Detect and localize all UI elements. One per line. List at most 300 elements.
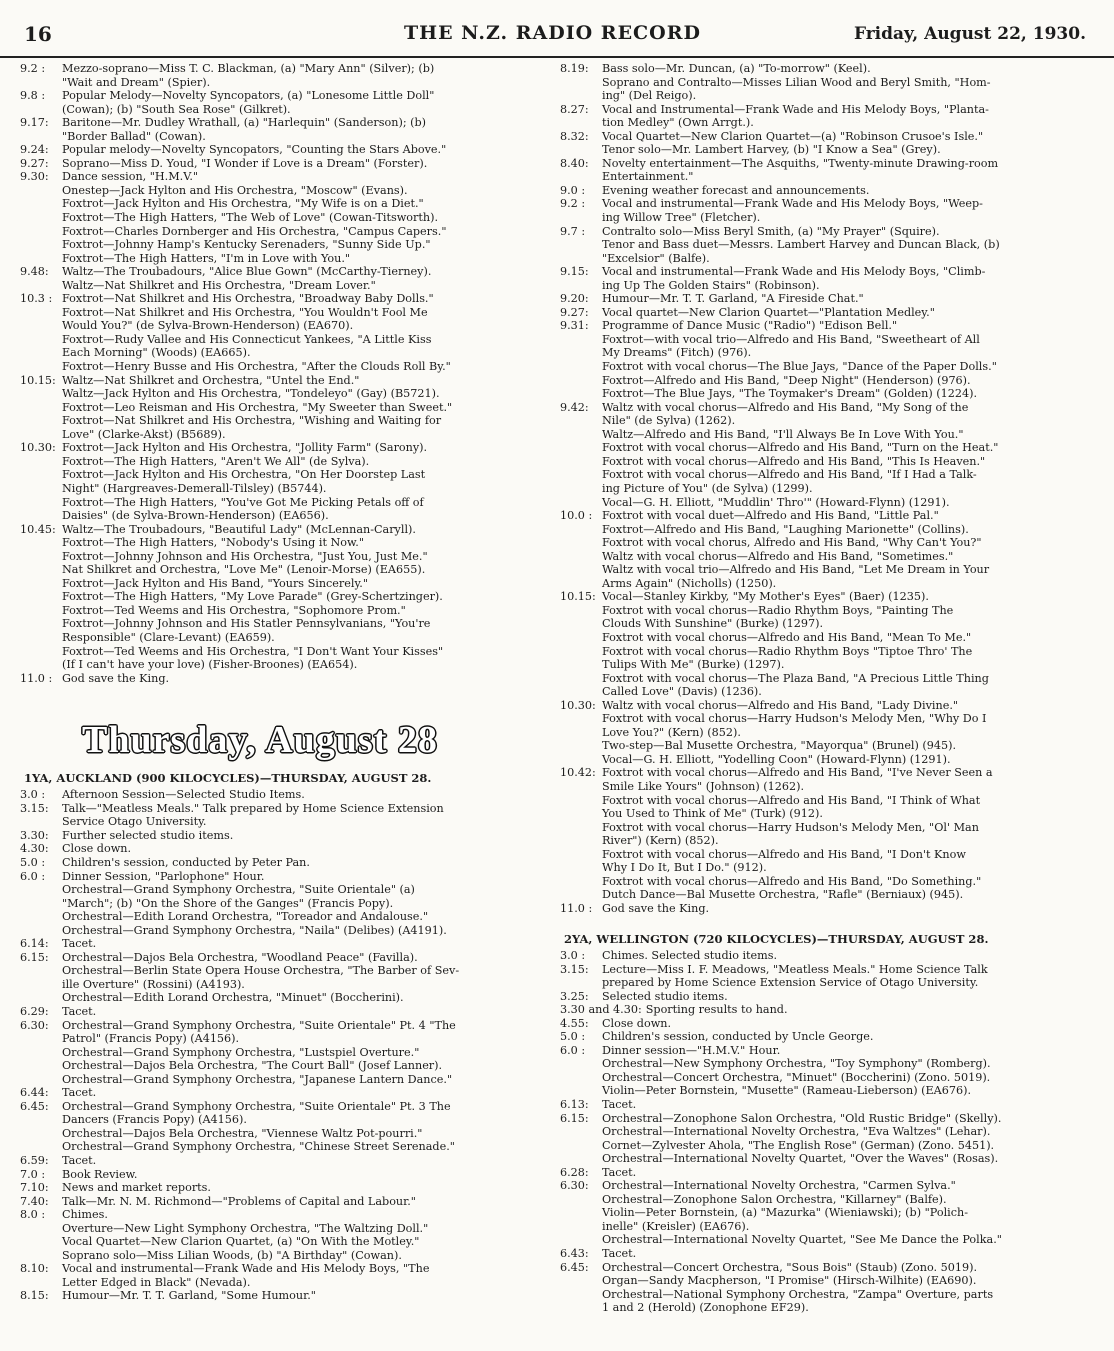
time-label: 9.24:: [20, 143, 49, 157]
item-text: Waltz—Nat Shilkret and His Orchestra, "Dream Lover.": [62, 278, 376, 292]
item-text: Foxtrot with vocal chorus—Radio Rhythm Boys "Tiptoe Thro' The: [602, 644, 973, 658]
programme-line: [20, 319, 550, 333]
time-label: 9.15:: [560, 265, 589, 279]
programme-1ya-continued: [560, 62, 1100, 915]
time-label: 10.30:: [560, 698, 596, 712]
programme-line: [560, 428, 1100, 442]
programme-line: [560, 1274, 1100, 1288]
time-label: 9.30:: [20, 170, 49, 184]
programme-line: [20, 441, 550, 455]
programme-line: [560, 116, 1100, 130]
item-text: "Wait and Dream" (Spier).: [62, 75, 211, 89]
programme-line: [560, 888, 1100, 902]
programme-line: [20, 333, 550, 347]
time-label: 8.15:: [20, 1289, 49, 1303]
item-text: Book Review.: [62, 1167, 138, 1181]
programme-line: [560, 197, 1100, 211]
item-text: Nat Shilkret and Orchestra, "Love Me" (Lenoir-Morse) (EA655).: [62, 563, 426, 577]
programme-line: [560, 1057, 1100, 1071]
item-text: Vocal and instrumental—Frank Wade and His Melody Boys, "Weep-: [602, 197, 983, 211]
item-text: You Used to Think of Me" (Turk) (912).: [602, 807, 823, 821]
item-text: Foxtrot with vocal chorus—Alfredo and His Band, "I Think of What: [602, 793, 981, 807]
programme-line: [20, 1222, 550, 1236]
item-text: Cornet—Zylvester Ahola, "The English Rose" (German) (Zono. 5451).: [602, 1138, 995, 1152]
item-text: Foxtrot—The Blue Jays, "The Toymaker's Dream" (Golden) (1224).: [602, 387, 978, 401]
item-text: Foxtrot—Johnny Johnson and His Orchestra, "Just You, Just Me.": [62, 549, 428, 563]
time-label: 9.31:: [560, 319, 589, 333]
item-text: Humour—Mr. T. T. Garland, "Some Humour.": [62, 1289, 316, 1303]
programme-line: [20, 1208, 550, 1222]
item-text: Foxtrot—Nat Shilkret and His Orchestra, "Broadway Baby Dolls.": [62, 292, 434, 306]
item-text: "Border Ballad" (Cowan).: [62, 129, 206, 143]
time-label: 9.0 :: [560, 183, 586, 197]
item-text: Overture—New Light Symphony Orchestra, "The Waltzing Doll.": [62, 1221, 429, 1235]
time-label: 4.55:: [560, 1016, 589, 1030]
item-text: Foxtrot—Rudy Vallee and His Connecticut Yankees, "A Little Kiss: [62, 332, 432, 346]
item-text: River") (Kern) (852).: [602, 834, 719, 848]
programme-line: [20, 937, 550, 951]
programme-line: [560, 875, 1100, 889]
item-text: Foxtrot with vocal chorus—Harry Hudson's Melody Men, "Why Do I: [602, 712, 987, 726]
item-text: Humour—Mr. T. T. Garland, "A Fireside Chat.": [602, 292, 864, 306]
programme-line: [560, 401, 1100, 415]
item-text: Close down.: [602, 1016, 672, 1030]
item-text: Entertainment.": [602, 170, 694, 184]
item-text: Orchestral—Grand Symphony Orchestra, "Naila" (Delibes) (A4191).: [62, 923, 447, 937]
time-label: 3.25:: [560, 989, 589, 1003]
programme-line: [20, 604, 550, 618]
item-text: Tenor and Bass duet—Messrs. Lambert Harvey and Duncan Black, (b): [602, 238, 1000, 252]
time-label: 6.13:: [560, 1098, 589, 1112]
item-text: Foxtrot with vocal chorus—The Blue Jays, "Dance of the Paper Dolls.": [602, 360, 997, 374]
time-label: 6.15:: [20, 950, 49, 964]
item-text: Foxtrot—Nat Shilkret and His Orchestra, "Wishing and Waiting for: [62, 414, 442, 428]
programme-line: [20, 991, 550, 1005]
time-label: 9.42:: [560, 400, 589, 414]
programme-line: [560, 658, 1100, 672]
item-text: Vocal—G. H. Elliott, "Yodelling Coon" (Howard-Flynn) (1291).: [602, 752, 951, 766]
programme-line: [20, 197, 550, 211]
time-label: 9.7 :: [560, 224, 586, 238]
programme-line: [20, 815, 550, 829]
programme-line: [20, 658, 550, 672]
programme-line: [560, 1044, 1100, 1058]
item-text: Orchestral—Dajos Bela Orchestra, "Viennese Waltz Pot-pourri.": [62, 1126, 423, 1140]
programme-line: [560, 1233, 1100, 1247]
item-text: Foxtrot—with vocal trio—Alfredo and His Band, "Sweetheart of All: [602, 332, 980, 346]
time-label: 6.0 :: [20, 869, 46, 883]
item-text: Foxtrot with vocal chorus—Alfredo and His Band, "This Is Heaven.": [602, 454, 986, 468]
item-text: Letter Edged in Black" (Nevada).: [62, 1275, 251, 1289]
item-text: Foxtrot with vocal chorus, Alfredo and His Band, "Why Can't You?": [602, 536, 982, 550]
item-text: Foxtrot—Charles Dornberger and His Orchestra, "Campus Capers.": [62, 224, 447, 238]
item-text: Foxtrot with vocal chorus—Alfredo and His Band, "If I Had a Talk-: [602, 468, 977, 482]
programme-line: [20, 292, 550, 306]
item-text: Two-step—Bal Musette Orchestra, "Mayorqua" (Brunel) (945).: [602, 739, 957, 753]
programme-line: [20, 455, 550, 469]
item-text: Foxtrot—Ted Weems and His Orchestra, "Sophomore Prom.": [62, 603, 406, 617]
programme-line: [560, 550, 1100, 564]
left-column: [20, 62, 550, 1347]
programme-line: [20, 523, 550, 537]
item-text: Foxtrot—Henry Busse and His Orchestra, "After the Clouds Roll By.": [62, 360, 451, 374]
item-text: Foxtrot—The High Hatters, "I'm in Love with You.": [62, 251, 351, 265]
item-text: Vocal and instrumental—Frank Wade and His Melody Boys, "Climb-: [602, 265, 986, 279]
item-text: Foxtrot—Alfredo and His Band, "Deep Night" (Henderson) (976).: [602, 373, 971, 387]
programme-line: [560, 1112, 1100, 1126]
item-text: Orchestral—Concert Orchestra, "Sous Bois" (Staub) (Zono. 5019).: [602, 1260, 978, 1274]
programme-line: [560, 238, 1100, 252]
item-text: Children's session, conducted by Uncle George.: [602, 1030, 874, 1044]
item-text: Close down.: [62, 842, 132, 856]
station-heading-1ya: 1YA, AUCKLAND (900 KILOCYCLES)—THURSDAY, AUGUST 28.: [24, 771, 432, 786]
programme-line: [20, 1019, 550, 1033]
programme-line: [560, 1220, 1100, 1234]
item-text: Foxtrot—Jack Hylton and His Orchestra, "Jollity Farm" (Sarony).: [62, 441, 428, 455]
programme-line: [560, 1193, 1100, 1207]
page-number: 16: [24, 22, 52, 46]
programme-line: [20, 1005, 550, 1019]
programme-line: [20, 1195, 550, 1209]
item-text: Tacet.: [62, 1154, 97, 1168]
programme-line: [560, 1139, 1100, 1153]
time-label: 4.30:: [20, 842, 49, 856]
item-text: Onestep—Jack Hylton and His Orchestra, "Moscow" (Evans).: [62, 183, 408, 197]
item-text: Responsible" (Clare-Levant) (EA659).: [62, 630, 275, 644]
item-text: Patrol" (Francis Popy) (A4156).: [62, 1032, 240, 1046]
item-text: Baritone—Mr. Dudley Wrathall, (a) "Harlequin" (Sanderson); (b): [62, 116, 427, 130]
time-label: 6.30:: [20, 1018, 49, 1032]
item-text: Foxtrot—The High Hatters, "My Love Parade" (Grey-Schertzinger).: [62, 590, 443, 604]
programme-line: [20, 910, 550, 924]
programme-line: [20, 279, 550, 293]
item-text: Tacet.: [62, 1005, 97, 1018]
item-text: Love You?" (Kern) (852).: [602, 725, 741, 739]
item-text: Foxtrot with vocal chorus—Alfredo and His Band, "Do Something.": [602, 874, 982, 888]
item-text: Dutch Dance—Bal Musette Orchestra, "Rafle" (Berniaux) (945).: [602, 888, 964, 902]
programme-line: [20, 1100, 550, 1114]
item-text: prepared by Home Science Extension Service of Otago University.: [602, 976, 979, 990]
programme-line: [560, 821, 1100, 835]
publication-title: THE N.Z. RADIO RECORD: [404, 22, 701, 44]
item-text: Foxtrot with vocal duet—Alfredo and His Band, "Little Pal.": [602, 509, 939, 523]
item-text: ille Overture" (Rossini) (A4193).: [62, 977, 245, 991]
item-text: Foxtrot—The High Hatters, "The Web of Love" (Cowan-Titsworth).: [62, 211, 439, 225]
programme-line: [20, 184, 550, 198]
item-text: Daisies" (de Sylva-Brown-Henderson) (EA656).: [62, 509, 329, 523]
programme-line: [20, 1046, 550, 1060]
item-text: Chimes.: [62, 1208, 108, 1222]
programme-line: [20, 1140, 550, 1154]
programme-line: [20, 252, 550, 266]
item-text: Orchestral—Dajos Bela Orchestra, "The Court Ball" (Josef Lanner).: [62, 1059, 443, 1073]
programme-line: [20, 1262, 550, 1276]
item-text: Foxtrot—Jack Hylton and His Band, "Yours Sincerely.": [62, 576, 369, 590]
time-label: 7.40:: [20, 1194, 49, 1208]
time-label: 8.19:: [560, 62, 589, 75]
item-text: Foxtrot—Nat Shilkret and His Orchestra, "You Wouldn't Fool Me: [62, 305, 428, 319]
programme-line: [560, 1003, 1100, 1017]
programme-line: [20, 496, 550, 510]
programme-line: [560, 685, 1100, 699]
programme-line: [560, 319, 1100, 333]
item-text: Foxtrot with vocal chorus—Harry Hudson's Melody Men, "Ol' Man: [602, 820, 979, 834]
item-text: ing" (Del Reigo).: [602, 89, 697, 103]
item-text: Foxtrot—Alfredo and His Band, "Laughing Marionette" (Collins).: [602, 522, 969, 536]
item-text: 1 and 2 (Herold) (Zonophone EF29).: [602, 1301, 809, 1315]
programme-line: [20, 374, 550, 388]
programme-line: [20, 617, 550, 631]
programme-line: [20, 590, 550, 604]
programme-line: [560, 374, 1100, 388]
item-text: Foxtrot—Ted Weems and His Orchestra, "I Don't Want Your Kisses": [62, 644, 444, 658]
item-text: Orchestral—Zonophone Salon Orchestra, "Old Rustic Bridge" (Skelly).: [602, 1111, 1002, 1125]
item-text: ing Willow Tree" (Fletcher).: [602, 211, 761, 225]
programme-line: [20, 1235, 550, 1249]
item-text: Tacet.: [602, 1165, 637, 1179]
programme-line: [560, 130, 1100, 144]
item-text: Tacet.: [62, 937, 97, 951]
item-text: Night" (Hargreaves-Demerall-Tilsley) (B5744).: [62, 481, 327, 495]
item-text: Mezzo-soprano—Miss T. C. Blackman, (a) "Mary Ann" (Silver); (b): [62, 62, 435, 75]
item-text: Orchestral—Concert Orchestra, "Minuet" (Boccherini) (Zono. 5019).: [602, 1070, 991, 1084]
time-label: 3.15:: [20, 801, 49, 815]
programme-line: [560, 1152, 1100, 1166]
time-label: 9.48:: [20, 265, 49, 279]
item-text: Contralto solo—Miss Beryl Smith, (a) "My Prayer" (Squire).: [602, 224, 940, 238]
time-label: 9.2 :: [20, 62, 46, 75]
programme-line: [560, 794, 1100, 808]
item-text: Orchestral—International Novelty Quartet, "Over the Waves" (Rosas).: [602, 1152, 999, 1166]
item-text: Evening weather forecast and announcements.: [602, 183, 870, 197]
programme-line: [560, 414, 1100, 428]
programme-line: [20, 829, 550, 843]
item-text: News and market reports.: [62, 1181, 211, 1195]
programme-line: [560, 902, 1100, 916]
item-text: Foxtrot—Johnny Johnson and His Statler Pennsylvanians, "You're: [62, 617, 431, 631]
item-text: Dancers (Francis Popy) (A4156).: [62, 1113, 247, 1127]
programme-line: [20, 631, 550, 645]
programme-line: [20, 265, 550, 279]
programme-line: [560, 468, 1100, 482]
item-text: Arms Again" (Nicholls) (1250).: [602, 576, 777, 590]
item-text: Orchestral—Edith Lorand Orchestra, "Toreador and Andalouse.": [62, 910, 429, 924]
time-label: 6.45:: [560, 1260, 589, 1274]
programme-line: [20, 1086, 550, 1100]
programme-line: [560, 1017, 1100, 1031]
item-text: Soprano—Miss D. Youd, "I Wonder if Love is a Dream" (Forster).: [62, 156, 428, 170]
programme-line: [20, 563, 550, 577]
item-text: Vocal and Instrumental—Frank Wade and His Melody Boys, "Planta-: [602, 102, 989, 116]
programme-line: [560, 780, 1100, 794]
time-label: 3.0 :: [20, 788, 46, 802]
item-text: Orchestral—National Symphony Orchestra, "Zampa" Overture, parts: [602, 1287, 994, 1301]
programme-line: [20, 788, 550, 802]
programme-line: [560, 712, 1100, 726]
item-text: Vocal Quartet—New Clarion Quartet, (a) "On With the Motley.": [62, 1235, 420, 1249]
programme-line: [560, 1098, 1100, 1112]
programme-line: [560, 645, 1100, 659]
programme-line: [20, 157, 550, 171]
programme-line: [20, 978, 550, 992]
item-text: Called Love" (Davis) (1236).: [602, 685, 762, 699]
day-heading: Thursday, August 28: [82, 719, 438, 762]
programme-line: [20, 170, 550, 184]
item-text: Vocal and instrumental—Frank Wade and His Melody Boys, "The: [62, 1262, 430, 1276]
item-text: Orchestral—International Novelty Orchestra, "Eva Waltzes" (Lehar).: [602, 1125, 991, 1139]
issue-date: Friday, August 22, 1930.: [853, 24, 1086, 44]
programme-line: [560, 143, 1100, 157]
programme-line: [560, 563, 1100, 577]
item-text: "Excelsior" (Balfe).: [602, 251, 710, 265]
programme-line: [20, 536, 550, 550]
programme-line: [560, 306, 1100, 320]
time-label: 8.27:: [560, 102, 589, 116]
item-text: Foxtrot with vocal chorus—Radio Rhythm Boys, "Painting The: [602, 603, 954, 617]
page-header: [0, 0, 1114, 58]
item-text: Vocal quartet—New Clarion Quartet—"Plantation Medley.": [602, 305, 935, 319]
time-label: 6.29:: [20, 1005, 49, 1018]
time-label: 8.10:: [20, 1262, 49, 1276]
item-text: Waltz with vocal chorus—Alfredo and His Band, "My Song of the: [602, 400, 969, 414]
time-label: 10.42:: [560, 766, 596, 780]
item-text: "March"; (b) "On the Shore of the Ganges" (Francis Popy).: [62, 896, 394, 910]
programme-line: [560, 509, 1100, 523]
time-label: 8.32:: [560, 129, 589, 143]
programme-line: [20, 211, 550, 225]
item-text: Nile" (de Sylva) (1262).: [602, 414, 736, 428]
programme-line: [560, 279, 1100, 293]
programme-line: [560, 766, 1100, 780]
time-label: 9.17:: [20, 116, 49, 130]
programme-line: [560, 949, 1100, 963]
item-text: Clouds With Sunshine" (Burke) (1297).: [602, 617, 824, 631]
item-text: Vocal Quartet—New Clarion Quartet—(a) "Robinson Crusoe's Isle.": [602, 129, 984, 143]
item-text: Love" (Clarke-Akst) (B5689).: [62, 427, 226, 441]
programme-line: [560, 1030, 1100, 1044]
item-text: Orchestral—Edith Lorand Orchestra, "Minuet" (Boccherini).: [62, 991, 404, 1005]
item-text: Foxtrot—Jack Hylton and His Orchestra, "My Wife is on a Diet.": [62, 197, 424, 211]
time-label: 9.20:: [560, 292, 589, 306]
programme-line: [20, 672, 550, 686]
programme-line: [560, 455, 1100, 469]
item-text: Service Otago University.: [62, 815, 207, 829]
programme-line: [20, 401, 550, 415]
item-text: Waltz—The Troubadours, "Beautiful Lady" (McLennan-Caryll).: [62, 522, 416, 536]
programme-line: [560, 617, 1100, 631]
programme-line: [560, 726, 1100, 740]
programme-line: [20, 1181, 550, 1195]
time-label: 8.0 :: [20, 1208, 46, 1222]
time-label: 9.27:: [560, 305, 589, 319]
time-label: 9.8 :: [20, 89, 46, 103]
item-text: Orchestral—Grand Symphony Orchestra, "Japanese Lantern Dance.": [62, 1072, 453, 1086]
programme-line: [20, 143, 550, 157]
programme-1ya: [20, 788, 550, 1303]
programme-line: [560, 834, 1100, 848]
item-text: Orchestral—Grand Symphony Orchestra, "Chinese Street Serenade.": [62, 1140, 455, 1154]
time-label: 7.0 :: [20, 1167, 46, 1181]
programme-line: [20, 62, 550, 76]
item-text: Novelty entertainment—The Asquiths, "Twenty-minute Drawing-room: [602, 156, 999, 170]
item-text: Bass solo—Mr. Duncan, (a) "To-morrow" (Keel).: [602, 62, 871, 75]
time-label: 10.15:: [560, 590, 596, 604]
station-heading-2ya: 2YA, WELLINGTON (720 KILOCYCLES)—THURSDAY, AUGUST 28.: [564, 932, 989, 946]
programme-line: [20, 802, 550, 816]
time-label: 6.43:: [560, 1247, 589, 1261]
programme-line: [560, 170, 1100, 184]
item-text: Talk—Mr. N. M. Richmond—"Problems of Capital and Labour.": [62, 1194, 416, 1208]
time-label: 10.3 :: [20, 292, 53, 306]
item-text: ing Up The Golden Stairs" (Robinson).: [602, 278, 820, 292]
time-label: 3.30 and 4.30:: [560, 1003, 642, 1017]
item-text: Foxtrot—The High Hatters, "Aren't We All" (de Sylva).: [62, 454, 370, 468]
programme-line: [20, 89, 550, 103]
programme-line: [20, 116, 550, 130]
programme-line: [20, 1127, 550, 1141]
programme-line: [560, 482, 1100, 496]
programme-line: [20, 1168, 550, 1182]
programme-line: [20, 1154, 550, 1168]
item-text: Orchestral—Dajos Bela Orchestra, "Woodland Peace" (Favilla).: [62, 950, 418, 964]
programme-line: [20, 951, 550, 965]
item-text: Dinner session—"H.M.V." Hour.: [602, 1043, 781, 1057]
time-label: 11.0 :: [20, 671, 53, 685]
item-text: (If I can't have your love) (Fisher-Broones) (EA654).: [62, 658, 358, 672]
programme-line: [20, 414, 550, 428]
programme-line: [560, 963, 1100, 977]
item-text: Selected studio items.: [602, 989, 728, 1003]
programme-line: [560, 76, 1100, 90]
programme-line: [20, 924, 550, 938]
time-label: 11.0 :: [560, 901, 593, 915]
programme-line: [20, 225, 550, 239]
time-label: 6.30:: [560, 1179, 589, 1193]
programme-line: [560, 292, 1100, 306]
programme-line: [20, 856, 550, 870]
time-label: 10.45:: [20, 522, 56, 536]
programme-line: [560, 89, 1100, 103]
programme-line: [560, 577, 1100, 591]
programme-line: [560, 861, 1100, 875]
programme-line: [20, 346, 550, 360]
time-label: 6.28:: [560, 1165, 589, 1179]
programme-line: [560, 590, 1100, 604]
right-column: [560, 62, 1100, 1347]
item-text: Children's session, conducted by Peter Pan.: [62, 855, 310, 869]
programme-line: [560, 157, 1100, 171]
time-label: 10.30:: [20, 441, 56, 455]
programme-line: [20, 1032, 550, 1046]
item-text: Tenor solo—Mr. Lambert Harvey, (b) "I Know a Sea" (Grey).: [602, 143, 941, 157]
programme-line: [20, 870, 550, 884]
item-text: Afternoon Session—Selected Studio Items.: [62, 788, 305, 802]
item-text: Why I Do It, But I Do." (912).: [602, 861, 767, 875]
programme-line: [560, 976, 1100, 990]
item-text: Smile Like Yours" (Johnson) (1262).: [602, 779, 805, 793]
item-text: God save the King.: [62, 671, 170, 685]
time-label: 3.30:: [20, 828, 49, 842]
item-text: Tulips With Me" (Burke) (1297).: [602, 658, 785, 672]
item-text: Foxtrot with vocal chorus—Alfredo and His Band, "I Don't Know: [602, 847, 966, 861]
item-text: Soprano and Contralto—Misses Lilian Wood and Beryl Smith, "Hom-: [602, 75, 991, 89]
item-text: Further selected studio items.: [62, 828, 234, 842]
programme-line: [20, 428, 550, 442]
item-text: Soprano solo—Miss Lilian Woods, (b) "A Birthday" (Cowan).: [62, 1248, 402, 1262]
item-text: Programme of Dance Music ("Radio") "Edison Bell.": [602, 319, 898, 333]
item-text: Waltz with vocal chorus—Alfredo and His Band, "Sometimes.": [602, 549, 954, 563]
item-text: Orchestral—New Symphony Orchestra, "Toy Symphony" (Romberg).: [602, 1057, 991, 1071]
